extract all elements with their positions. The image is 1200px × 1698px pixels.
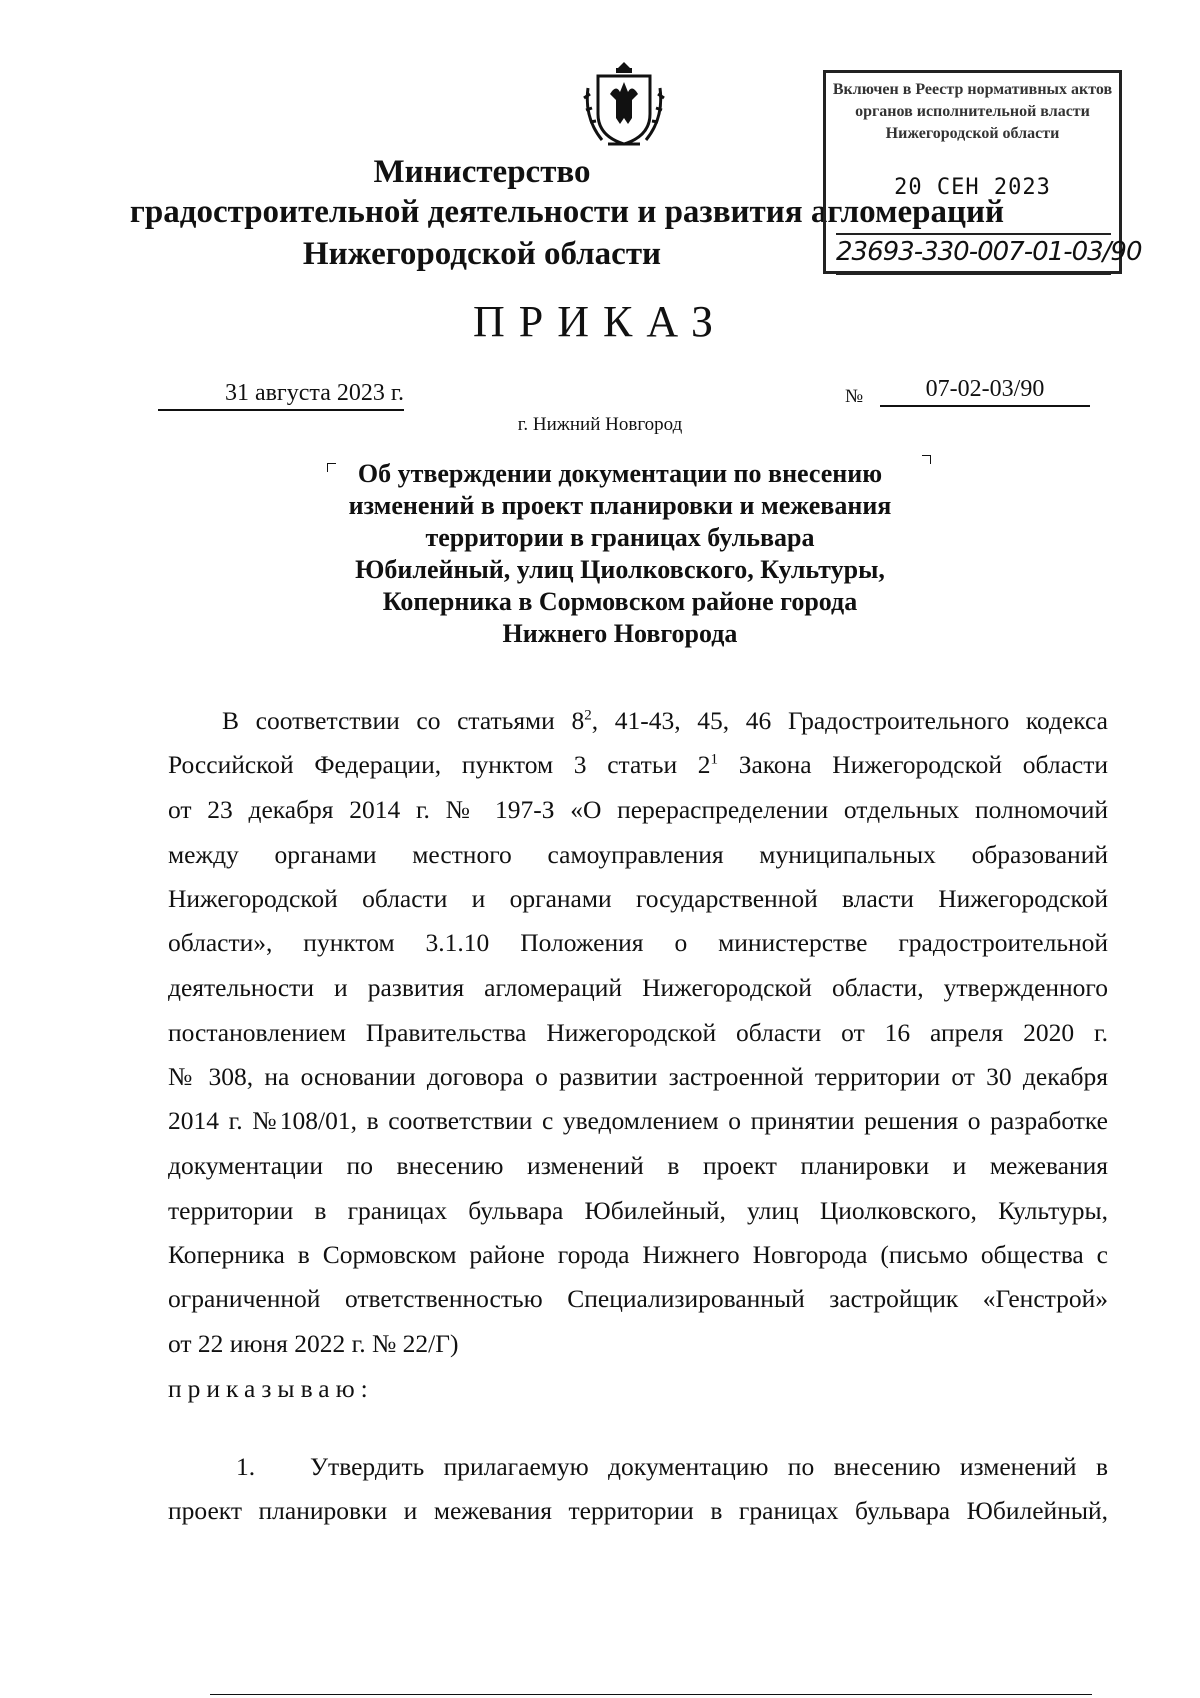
subject-line: Коперника в Сормовском районе города <box>382 587 858 616</box>
body-text: В соответствии со статьями 8 <box>222 706 585 735</box>
stamp-date: 20 СЕН 2023 <box>894 175 1051 200</box>
subject-line: Об утверждении документации по внесению <box>357 459 883 488</box>
ministry-name-line-3: Нижегородской области <box>302 236 662 272</box>
order-number: 07-02-03/90 <box>880 376 1090 407</box>
subject-line: Юбилейный, улиц Циолковского, Культуры, <box>355 555 885 584</box>
number-sign: № <box>845 386 864 407</box>
body-line: 2014 г. №108/01, в соответствии с уведомлением о принятии решения о разработке <box>168 1106 1108 1135</box>
subject-line: территории в границах бульвара <box>425 523 815 552</box>
body-line: от 22 июня 2022 г. № 22/Г) <box>168 1329 459 1358</box>
superscript: 2 <box>584 707 592 724</box>
item-number: 1. <box>236 1452 256 1481</box>
body-line: Нижегородской области и органами государственной власти Нижегородской <box>168 884 1108 913</box>
item-1-line-1: Утвердить прилагаемую документацию по внесению изменений в <box>310 1452 1108 1481</box>
body-line <box>222 706 1108 736</box>
body-line: между органами местного самоуправления муниципальных образований <box>168 840 1108 869</box>
subject-line: Нижнего Новгорода <box>502 619 738 648</box>
city: г. Нижний Новгород <box>517 414 683 435</box>
body-text: , 41-43, 45, 46 Градостроительного кодекса <box>591 706 1108 735</box>
order-date: 31 августа 2023 г. <box>158 380 404 411</box>
body-line: постановлением Правительства Нижегородской области от 16 апреля 2020 г. <box>168 1018 1108 1047</box>
decree-word: приказываю: <box>168 1374 374 1403</box>
body-line: территории в границах бульвара Юбилейный, улиц Циолковского, Культуры, <box>168 1196 1108 1225</box>
document-type-title: ПРИКАЗ <box>472 297 728 346</box>
body-line: от 23 декабря 2014 г. № 197-З «О перераспределении отдельных полномочий <box>168 795 1108 824</box>
body-text: Российской Федерации, пунктом 3 статьи 2 <box>168 750 711 779</box>
superscript: 1 <box>710 751 719 768</box>
registry-stamp <box>823 70 1142 274</box>
stamp-registration-number: 23693-330-007-01-03/90 <box>836 233 1111 275</box>
body-text: Закона Нижегородской области <box>718 750 1108 779</box>
body-line: деятельности и развития агломераций Нижегородской области, утвержденного <box>168 973 1108 1002</box>
body-line: ограниченной ответственностью Специализированный застройщик «Генстрой» <box>168 1284 1108 1313</box>
ministry-name-line-1: Министерство <box>373 154 591 190</box>
body-line: № 308, на основании договора о развитии застроенной территории от 30 декабря <box>168 1062 1108 1091</box>
ministry-name-line-2: градостроительной деятельности и развития агломераций <box>129 194 1005 230</box>
body-line <box>168 750 1108 780</box>
body-line: Коперника в Сормовском районе города Нижнего Новгорода (письмо общества с <box>168 1240 1108 1269</box>
item-1-line-2: проект планировки и межевания территории в границах бульвара Юбилейный, <box>168 1496 1108 1525</box>
subject-line: изменений в проект планировки и межевания <box>348 491 892 520</box>
stamp-text: Включен в Реестр нормативных актов органов исполнительной власти Нижегородской области <box>832 81 1113 142</box>
coat-of-arms-emblem <box>578 58 670 152</box>
page-bottom-rule <box>210 1694 1092 1695</box>
body-line: документации по внесению изменений в проект планировки и межевания <box>168 1151 1108 1180</box>
order-subject <box>300 458 940 650</box>
body-line: области», пунктом 3.1.10 Положения о министерстве градостроительной <box>168 928 1108 957</box>
